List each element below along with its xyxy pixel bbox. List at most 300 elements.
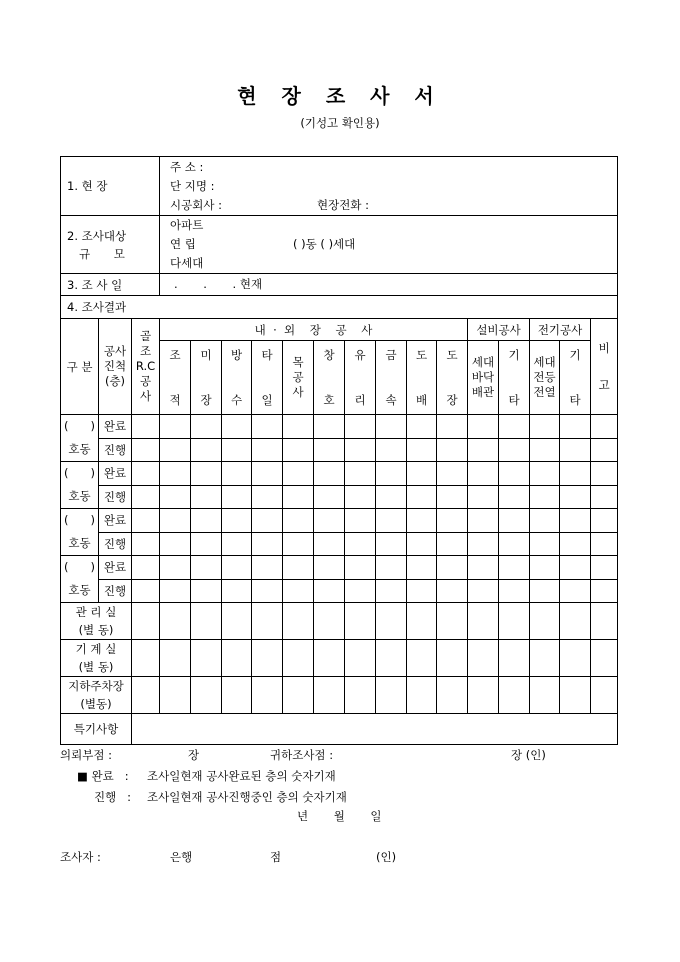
entry-cell[interactable]: [314, 677, 345, 714]
entry-cell[interactable]: [468, 438, 499, 462]
scale-label-2: 규 모: [79, 246, 125, 261]
entry-cell[interactable]: [499, 415, 530, 439]
survey-table: [60, 156, 618, 745]
entry-cell[interactable]: [191, 579, 222, 603]
entry-cell[interactable]: [437, 485, 468, 509]
status-ongoing: 진행: [99, 485, 132, 509]
surveyor-label: 조사자 :: [60, 850, 101, 864]
entry-cell[interactable]: [222, 532, 252, 556]
header-text: 진척: [103, 359, 127, 373]
entry-cell[interactable]: [560, 532, 591, 556]
entry-cell[interactable]: [560, 485, 591, 509]
header-subcolumn: [499, 341, 530, 415]
header-text: 타: [261, 347, 273, 362]
header-text: 장: [200, 392, 212, 407]
entry-cell[interactable]: [283, 579, 314, 603]
header-text: 세대: [533, 355, 556, 369]
entry-cell[interactable]: [591, 485, 618, 509]
building-cell[interactable]: [61, 509, 99, 556]
header-text: 골: [139, 329, 152, 343]
entry-cell[interactable]: [591, 438, 618, 462]
header-text: 수: [230, 392, 243, 407]
entry-cell[interactable]: [591, 640, 618, 677]
building-cell[interactable]: [61, 556, 99, 603]
entry-cell[interactable]: [591, 603, 618, 640]
entry-cell[interactable]: [591, 462, 618, 486]
entry-cell[interactable]: [560, 603, 591, 640]
entry-cell[interactable]: [591, 509, 618, 533]
header-elec-group: 전기공사: [530, 319, 591, 341]
date-ymd: 년 월 일: [297, 809, 382, 823]
date-label: 3. 조 사 일: [61, 274, 160, 296]
entry-cell[interactable]: [314, 579, 345, 603]
entry-cell[interactable]: [345, 438, 376, 462]
entry-cell[interactable]: [160, 603, 191, 640]
entry-cell[interactable]: [132, 485, 160, 509]
header-category: 구 분: [61, 319, 99, 415]
scale-label-1: 2. 조사대상: [67, 228, 127, 243]
building-cell[interactable]: [61, 462, 99, 509]
entry-cell[interactable]: [591, 677, 618, 714]
scale-label: [61, 216, 160, 274]
entry-cell[interactable]: [437, 603, 468, 640]
entry-cell[interactable]: [499, 438, 530, 462]
entry-cell[interactable]: [252, 640, 283, 677]
header-text: 비: [598, 340, 610, 355]
entry-cell[interactable]: [499, 640, 530, 677]
entry-cell[interactable]: [407, 640, 437, 677]
header-subcolumn: [345, 341, 376, 415]
entry-cell[interactable]: [283, 532, 314, 556]
note-ongoing-label: 진행 :: [94, 790, 132, 804]
entry-cell[interactable]: [283, 509, 314, 533]
entry-cell[interactable]: [530, 415, 560, 439]
entry-cell[interactable]: [314, 462, 345, 486]
header-equip-group: 설비공사: [468, 319, 530, 341]
entry-cell[interactable]: [283, 485, 314, 509]
entry-cell[interactable]: [560, 462, 591, 486]
entry-cell[interactable]: [407, 603, 437, 640]
entry-cell[interactable]: [376, 640, 407, 677]
entry-cell[interactable]: [437, 532, 468, 556]
header-text: 적: [169, 392, 181, 407]
facility-name: 기 계 실: [75, 642, 117, 656]
page-title: 현 장 조 사 서: [237, 84, 443, 108]
entry-cell[interactable]: [314, 438, 345, 462]
entry-cell[interactable]: [345, 640, 376, 677]
entry-cell[interactable]: [376, 532, 407, 556]
entry-cell[interactable]: [283, 415, 314, 439]
entry-cell[interactable]: [252, 603, 283, 640]
building-number-field[interactable]: ( ): [64, 419, 95, 433]
entry-cell[interactable]: [345, 579, 376, 603]
entry-cell[interactable]: [468, 556, 499, 580]
header-text: 방: [230, 347, 243, 362]
apartment-option: 아파트: [170, 218, 204, 232]
entry-cell[interactable]: [560, 556, 591, 580]
entry-cell[interactable]: [499, 509, 530, 533]
entry-cell[interactable]: [160, 462, 191, 486]
entry-cell[interactable]: [160, 579, 191, 603]
entry-cell[interactable]: [530, 462, 560, 486]
facility-label: [61, 640, 132, 677]
note-done-text: 조사일현재 공사완료된 층의 숫자기재: [147, 769, 336, 783]
entry-cell[interactable]: [530, 677, 560, 714]
header-text: 고: [598, 377, 610, 392]
header-text: 타: [569, 392, 581, 407]
building-number-field[interactable]: ( ): [64, 513, 95, 527]
entry-cell[interactable]: [222, 677, 252, 714]
entry-cell[interactable]: [376, 677, 407, 714]
entry-cell[interactable]: [222, 640, 252, 677]
entry-cell[interactable]: [530, 579, 560, 603]
entry-cell[interactable]: [283, 603, 314, 640]
entry-cell[interactable]: [160, 532, 191, 556]
header-text: 바닥: [471, 370, 495, 384]
date-row: [61, 274, 618, 296]
site-label: 1. 현 장: [61, 157, 160, 216]
entry-cell[interactable]: [160, 485, 191, 509]
entry-cell[interactable]: [591, 579, 618, 603]
special-notes-label: 특기사항: [61, 714, 132, 745]
entry-cell[interactable]: [283, 640, 314, 677]
header-text: 기: [569, 347, 581, 362]
header-subcolumn: [283, 341, 314, 415]
entry-cell[interactable]: [468, 485, 499, 509]
header-subcolumn: [222, 341, 252, 415]
status-ongoing: 진행: [99, 438, 132, 462]
entry-cell[interactable]: [560, 509, 591, 533]
entry-cell[interactable]: [314, 603, 345, 640]
entry-cell[interactable]: [132, 462, 160, 486]
entry-cell[interactable]: [591, 556, 618, 580]
entry-cell[interactable]: [376, 579, 407, 603]
contractor-field[interactable]: [170, 196, 617, 215]
entry-cell[interactable]: [468, 603, 499, 640]
entry-cell[interactable]: [160, 677, 191, 714]
facility-name: 관 리 실: [75, 605, 117, 619]
entry-cell[interactable]: [191, 485, 222, 509]
status-done: 완료: [99, 509, 132, 533]
entry-cell[interactable]: [191, 438, 222, 462]
header-progress: [99, 319, 132, 415]
entry-cell[interactable]: [499, 556, 530, 580]
header-text: 조: [169, 347, 181, 362]
entry-cell[interactable]: [252, 579, 283, 603]
survey-branch-label: 귀하조사점 :: [270, 748, 334, 762]
address-field[interactable]: 주 소 :: [170, 159, 204, 174]
entry-cell[interactable]: [132, 532, 160, 556]
entry-cell[interactable]: [345, 509, 376, 533]
entry-cell[interactable]: [345, 556, 376, 580]
table-row: [61, 462, 618, 486]
entry-cell[interactable]: [530, 556, 560, 580]
entry-cell[interactable]: [591, 532, 618, 556]
row-house-option: 연 립: [170, 237, 196, 251]
entry-cell[interactable]: [252, 438, 283, 462]
entry-cell[interactable]: [437, 462, 468, 486]
entry-cell[interactable]: [437, 509, 468, 533]
entry-cell[interactable]: [530, 438, 560, 462]
entry-cell[interactable]: [222, 603, 252, 640]
result-row: [61, 296, 618, 319]
entry-cell[interactable]: [437, 640, 468, 677]
header-subcolumn: [437, 341, 468, 415]
building-cell[interactable]: [61, 415, 99, 462]
status-ongoing: 진행: [99, 532, 132, 556]
entry-cell[interactable]: [160, 415, 191, 439]
entry-cell[interactable]: [283, 438, 314, 462]
header-subcolumn: [252, 341, 283, 415]
entry-cell[interactable]: [468, 462, 499, 486]
note-done-label: ■ 완료 :: [77, 769, 129, 783]
entry-cell[interactable]: [407, 677, 437, 714]
header-subcolumn: [560, 341, 591, 415]
survey-head-seal: 장 (인): [511, 748, 546, 762]
entry-cell[interactable]: [499, 462, 530, 486]
entry-cell[interactable]: [132, 603, 160, 640]
entry-cell[interactable]: [407, 462, 437, 486]
table-row: [61, 579, 618, 603]
entry-cell[interactable]: [222, 579, 252, 603]
date-field[interactable]: . . . 현재: [160, 274, 618, 296]
entry-cell[interactable]: [283, 556, 314, 580]
entry-cell[interactable]: [252, 677, 283, 714]
entry-cell[interactable]: [345, 415, 376, 439]
entry-cell[interactable]: [437, 415, 468, 439]
status-done: 완료: [99, 556, 132, 580]
header-subcolumn: [376, 341, 407, 415]
entry-cell[interactable]: [314, 556, 345, 580]
entry-cell[interactable]: [437, 677, 468, 714]
header-frame: [132, 319, 160, 415]
site-row: [61, 157, 618, 216]
entry-cell[interactable]: [468, 677, 499, 714]
entry-cell[interactable]: [407, 509, 437, 533]
table-row: [61, 415, 618, 439]
header-text: 배: [415, 392, 428, 407]
entry-cell[interactable]: [252, 556, 283, 580]
entry-cell[interactable]: [468, 579, 499, 603]
entry-cell[interactable]: [283, 677, 314, 714]
entry-cell[interactable]: [499, 603, 530, 640]
entry-cell[interactable]: [132, 556, 160, 580]
entry-cell[interactable]: [160, 438, 191, 462]
entry-cell[interactable]: [160, 509, 191, 533]
surveyor-seal: (인): [376, 850, 397, 864]
entry-cell[interactable]: [252, 532, 283, 556]
building-number-field[interactable]: ( ): [64, 466, 95, 480]
header-subcolumn: [468, 341, 499, 415]
entry-cell[interactable]: [160, 640, 191, 677]
multi-household-option: 다세대: [170, 256, 204, 270]
entry-cell[interactable]: [560, 579, 591, 603]
entry-cell[interactable]: [222, 438, 252, 462]
entry-cell[interactable]: [468, 640, 499, 677]
table-row: [61, 438, 618, 462]
entry-cell[interactable]: [530, 603, 560, 640]
entry-cell[interactable]: [499, 579, 530, 603]
entry-cell[interactable]: [314, 532, 345, 556]
entry-cell[interactable]: [283, 462, 314, 486]
entry-cell[interactable]: [591, 415, 618, 439]
building-suffix: 호동: [68, 442, 91, 456]
entry-cell[interactable]: [222, 509, 252, 533]
entry-cell[interactable]: [132, 640, 160, 677]
entry-cell[interactable]: [222, 462, 252, 486]
entry-cell[interactable]: [437, 579, 468, 603]
building-suffix: 호동: [68, 583, 91, 597]
entry-cell[interactable]: [499, 532, 530, 556]
header-text: 리: [354, 392, 366, 407]
entry-cell[interactable]: [530, 485, 560, 509]
entry-cell[interactable]: [191, 556, 222, 580]
facility-note: (별 동): [78, 660, 114, 674]
header-text: 장: [446, 392, 458, 407]
entry-cell[interactable]: [530, 640, 560, 677]
facility-note: (별동): [80, 697, 112, 711]
table-row: [61, 532, 618, 556]
entry-cell[interactable]: [407, 438, 437, 462]
entry-cell[interactable]: [160, 556, 191, 580]
header-text: 목: [292, 355, 304, 369]
entry-cell[interactable]: [407, 415, 437, 439]
entry-cell[interactable]: [376, 462, 407, 486]
entry-cell[interactable]: [252, 415, 283, 439]
entry-cell[interactable]: [530, 509, 560, 533]
entry-cell[interactable]: [252, 462, 283, 486]
site-fields[interactable]: [160, 157, 618, 216]
header-text: 타: [508, 392, 520, 407]
status-done: 완료: [99, 462, 132, 486]
building-suffix: 호동: [68, 536, 91, 550]
entry-cell[interactable]: [252, 509, 283, 533]
entry-cell[interactable]: [132, 415, 160, 439]
entry-cell[interactable]: [376, 485, 407, 509]
table-row: [61, 556, 618, 580]
entry-cell[interactable]: [345, 603, 376, 640]
header-interior-group: 내 · 외 장 공 사: [160, 319, 468, 341]
header-text: 속: [385, 392, 397, 407]
entry-cell[interactable]: [376, 438, 407, 462]
entry-cell[interactable]: [314, 415, 345, 439]
entry-cell[interactable]: [314, 485, 345, 509]
entry-cell[interactable]: [191, 677, 222, 714]
entry-cell[interactable]: [222, 556, 252, 580]
entry-cell[interactable]: [191, 462, 222, 486]
entry-cell[interactable]: [468, 415, 499, 439]
entry-cell[interactable]: [191, 415, 222, 439]
facility-label: [61, 677, 132, 714]
entry-cell[interactable]: [191, 603, 222, 640]
special-notes-field[interactable]: [132, 714, 618, 745]
entry-cell[interactable]: [314, 509, 345, 533]
header-text: 금: [385, 347, 397, 362]
table-row: [61, 485, 618, 509]
entry-cell[interactable]: [560, 415, 591, 439]
entry-cell[interactable]: [560, 438, 591, 462]
header-subcolumn: [407, 341, 437, 415]
entry-cell[interactable]: [222, 415, 252, 439]
header-subcolumn: [530, 341, 560, 415]
entry-cell[interactable]: [376, 509, 407, 533]
entry-cell[interactable]: [132, 438, 160, 462]
entry-cell[interactable]: [132, 509, 160, 533]
facility-label: [61, 603, 132, 640]
header-text: 사: [139, 389, 152, 403]
header-text: 공사: [103, 344, 127, 358]
entry-cell[interactable]: [376, 415, 407, 439]
status-ongoing: 진행: [99, 579, 132, 603]
scale-row: [61, 216, 618, 274]
entry-cell[interactable]: [222, 485, 252, 509]
facility-note: (별 동): [78, 623, 114, 637]
site-phone-field[interactable]: 현장전화 :: [317, 197, 369, 212]
entry-cell[interactable]: [530, 532, 560, 556]
entry-cell[interactable]: [345, 462, 376, 486]
header-remarks: [591, 319, 618, 415]
entry-cell[interactable]: [191, 509, 222, 533]
header-text: 호: [323, 392, 335, 407]
entry-cell[interactable]: [345, 677, 376, 714]
row-house-line[interactable]: [170, 235, 617, 254]
entry-cell[interactable]: [499, 677, 530, 714]
header-text: 전열: [533, 385, 556, 399]
scale-fields[interactable]: [160, 216, 618, 274]
entry-cell[interactable]: [560, 677, 591, 714]
header-subcolumn: [160, 341, 191, 415]
header-text: 세대: [471, 355, 495, 369]
entry-cell[interactable]: [407, 556, 437, 580]
header-text: 도: [446, 347, 458, 362]
entry-cell[interactable]: [407, 579, 437, 603]
entry-cell[interactable]: [437, 438, 468, 462]
entry-cell[interactable]: [376, 556, 407, 580]
entry-cell[interactable]: [437, 556, 468, 580]
request-branch-label: 의뢰부점 :: [60, 748, 112, 762]
result-label: 4. 조사결과: [61, 296, 618, 319]
entry-cell[interactable]: [407, 532, 437, 556]
entry-cell[interactable]: [132, 579, 160, 603]
entry-cell[interactable]: [468, 509, 499, 533]
entry-cell[interactable]: [376, 603, 407, 640]
entry-cell[interactable]: [345, 485, 376, 509]
entry-cell[interactable]: [468, 532, 499, 556]
entry-cell[interactable]: [191, 532, 222, 556]
header-text: 전등: [533, 370, 556, 384]
header-text: 사: [292, 385, 304, 399]
header-text: (층): [104, 374, 126, 388]
complex-name-field[interactable]: 단 지명 :: [170, 178, 215, 193]
facility-name: 지하주차장: [68, 679, 124, 693]
building-number-field[interactable]: ( ): [64, 560, 95, 574]
header-text: 유: [354, 347, 366, 362]
table-row: [61, 677, 618, 714]
entry-cell[interactable]: [132, 677, 160, 714]
entry-cell[interactable]: [314, 640, 345, 677]
header-text: 배관: [471, 385, 495, 399]
entry-cell[interactable]: [499, 485, 530, 509]
header-text: 공: [292, 370, 304, 384]
bank-label: 은행: [170, 850, 193, 864]
dong-household-field[interactable]: ( )동 ( )세대: [293, 237, 356, 251]
entry-cell[interactable]: [191, 640, 222, 677]
entry-cell[interactable]: [345, 532, 376, 556]
entry-cell[interactable]: [407, 485, 437, 509]
entry-cell[interactable]: [252, 485, 283, 509]
header-row-1: [61, 319, 618, 341]
entry-cell[interactable]: [560, 640, 591, 677]
